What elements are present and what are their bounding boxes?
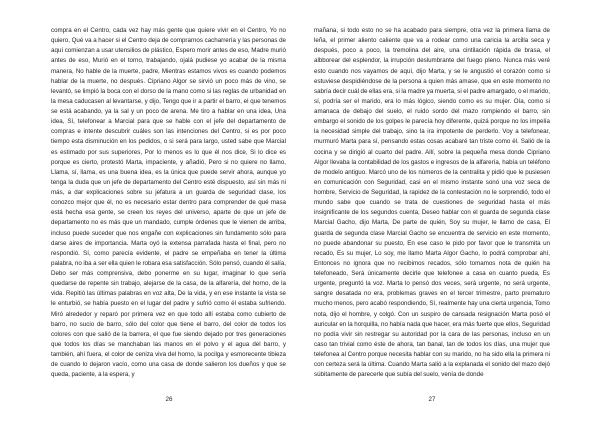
right-page-number: 27	[428, 396, 436, 403]
left-page-number: 26	[165, 396, 173, 403]
right-page-text	[314, 26, 550, 380]
left-page-paragraph: compra en el Centro, cada vez hay más gente que quiere vivir en el Centro, Yo no quiero, Qué va a hacer si el Centro deja de comprarnos cacharrería y las personas de aquí comienzan a usar utensilios de plástico, Espero morir antes de eso, Madre murió antes de eso, Murió en el torno, trabajando, ojalá pudiese yo acabar de la misma manera, No hable de la muerte, padre, Mientras estamos vivos es cuando podemos hablar de la muerte, no después. Cipriano Algor se sirvió un poco más de vino, se levantó, se limpió la boca con el dorso de la mano como si las reglas de urbanidad en la mesa caducasen al levantarse, y dijo, Tengo que ir a partir el barro, el que tenemos se está acabando, ya la sal y un poco de arena. Me tiro a hablar en una idea, Una idea, Sí, telefonear a Marcial para que se hable con el jefe del departamento de compras e intente descubrir cuáles son las intenciones del Centro, si es por poco tiempo esta disminución en los pedidos, o si será para largo, usted sabe que Marcial es estimado por sus superiores, Por lo menos es lo que él nos dice, Si lo dice es porque es cierto, protestó Marta, impaciente, y añadió, Pero si no quiere no llamo, Llama, sí, llama, es una buena idea, es la única que puede servir ahora, aunque yo tenga la duda que un jefe de departamento del Centro esté dispuesto, así sin más ni más, a dar explicaciones sobre su jefatura a un guarda de seguridad clase, los conozco mejor que él, no es necesario estar dentro para comprender de qué masa está hecha esa gente, se creen los reyes del universo, aparte de que un jefe de departamento no es más que un mandado, cumple órdenes que le vienen de arriba, incluso puede suceder que nos engañe con explicaciones sin fundamento sólo para darse aires de importancia. Marta oyó la extensa parrafada hasta el final, pero no respondió. Sí, como parecía evidente, el padre se empeñaba en tener la última palabra, no iba a ser ella quien le robara esa satisfacción. Sólo pensó, cuando él salía, Debo ser más comprensiva, debo ponerme en su lugar, imaginar lo que sería quedarse de repente sin trabajo, alejarse de la casa, de la alfarería, del horno, de la vida. Repitió las últimas palabras en voz alta, De la vida, y en ese instante la vista se le enturbió, se había puesto en el lugar del padre y sufrió como él estaba sufriendo. Miró alrededor y reparó por primera vez en que todo allí estaba como cubierto de barro, no sucio de barro, sólo del color que tiene el barro, del color de todos los colores con que salió de la barrera, el que fue siendo dejado por tres generaciones que todos los días se manchaban las manos en el polvo y el agua del barro, y también, ahí fuera, el color de ceniza viva del horno, la pocilga y esmorecente tibieza de cuando lo dejaron vacío, como una casa de donde salieron los dueños y que se queda, paciente, a la espera, y	[51, 27, 286, 379]
right-page	[300, 0, 600, 424]
right-page-paragraph: mañana, si todo esto no se ha acabado para siempre, otra vez la primera llama de leña, el primer aliento caliente que va a rodear como una caricia la arcilla seca y después, poco a poco, la tremolina del aire, una cintilación rápida de brasa, el albborear del esplendor, la irrupción deslumbrante del fuego pleno. Nunca más veré esto cuando nos vayamos de aquí, dijo Marta, y se le angustió el corazón como si estuviese despidiéndose de la persona a quien más amase, que en este momento no sabría decir cuál de ellas era, si la madre ya muerta, si el padre amargado, o el marido, sí, podría ser el marido, era lo más lógico, siendo como es su mujer. Oía, como si amanaca de debajo del suelo, el ruido sordo del mazo rompiendo el barro, sin embargo el sonido de los golpes le parecía hoy diferente, quizá porque no los impelía la necesidad simple del trabajo, sino la ira impotente de perderlo. Voy a telefonear, murmuró Marta para sí, pensando estas cosas acabaré tan triste como él. Salió de la cocina y se dirigió al cuarto del padre. Allí, sobre la pequeña mesa donde Cipriano Algor llevaba la contabilidad de los gastos e ingresos de la alfarería, había un teléfono de modelo antiguo. Marcó uno de los números de la centralita y pidió que le pusiesen en comunicación con Seguridad, casi en el mismo instante sonó una voz seca de hombre, Servicio de Seguridad, la rapidez de la contestación no le sorprendió, todo el mundo sabe que cuando se trata de cuestiones de seguridad hasta el más insignificante de los segundos cuenta, Deseo hablar con el guarda de segunda clase Marcial Gacho, dijo Marta, De parte de quién, Soy su mujer, le llamo de casa, El guarda de segunda clase Marcial Gacho se encuentra de servicio en este momento, no puede abandonar su puesto, En ese caso le pido por favor que le transmita un recado, Es su mujer, Lo soy, me llamo Marta Algor Gacho, lo podrá comprobar ahí, Entonces no ignora que no recibimos recados, sólo tomamos nota de quién ha telefoneado, Será únicamente decirle que telefonee a casa en cuanto pueda, Es urgente, preguntó la voz. Marta lo pensó dos veces, será urgente, no será urgente, sangre desatada no era, problemas graves en el tercer trimestre, parto prematuro mucho menos, pero acabó respondiendo, Sí, realmente hay una cierta urgencia, Tomo nota, dijo el hombre, y colgó. Con un suspiro de cansada resignación Marta posó el auricular en la horquilla, no había nada que hacer, era más fuerte que ellos, Seguridad no podía vivir sin restregar su autoridad por la cara de las personas, incluso en un caso tan trivial como éste de ahora, tan banal, tan de todos los días, una mujer que telefonea al Centro porque necesita hablar con su marido, no ha sido ella la primera ni con certeza será la última. Cuando Marta salió a la explanada el sonido del mazo dejó súbitamente de parecerle que subía del suelo, venía de donde	[314, 27, 550, 379]
left-page-text	[51, 26, 286, 380]
